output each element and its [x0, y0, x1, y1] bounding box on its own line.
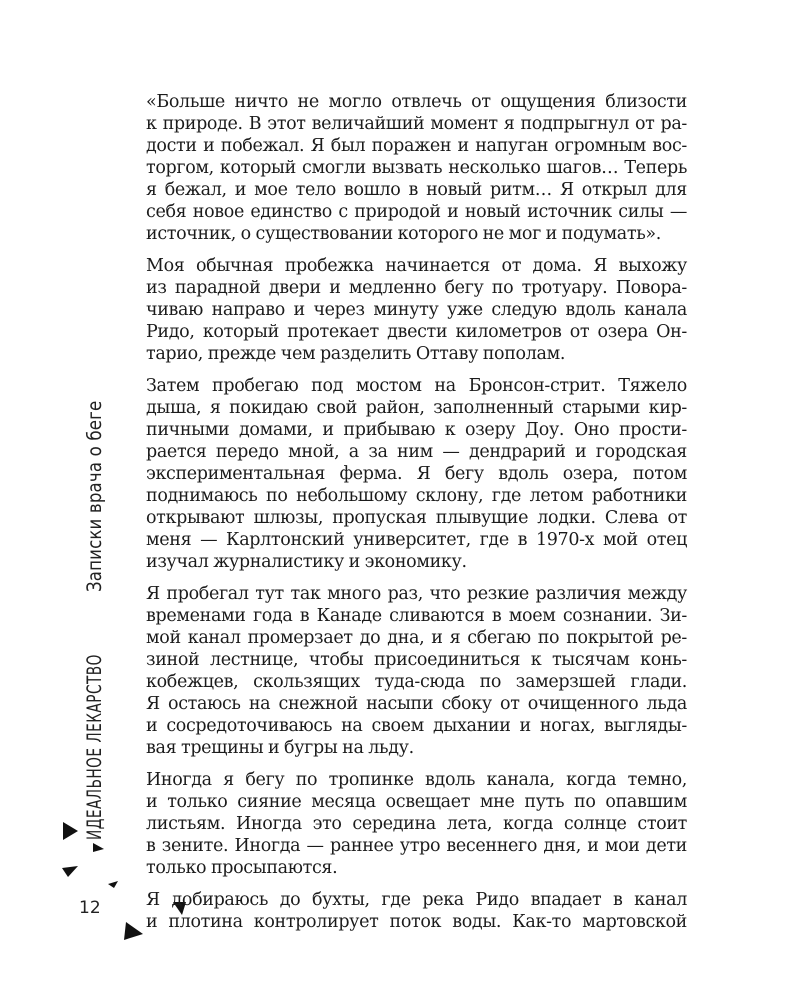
text-line: Затем пробегаю под мостом на Бронсон-стрит. Тяжело — [146, 376, 687, 396]
text-line: дыша, я покидаю свой район, заполненный старыми кир- — [146, 398, 687, 418]
text-line: к природе. В этот величайший момент я подпрыгнул от ра- — [146, 114, 687, 134]
text-line: пичными домами, и прибываю к озеру Доу. Оно прости- — [146, 420, 687, 440]
paragraph — [146, 583, 687, 759]
text-line: я бежал, и мое тело вошло в новый ритм… Я открыл для — [146, 180, 687, 200]
text-line: торгом, который смогли вызвать несколько шагов… Теперь — [146, 158, 687, 178]
text-line: зиной лестнице, чтобы присоединиться к тысячам конь- — [146, 650, 687, 670]
text-line: «Больше ничто не могло отвлечь от ощущения близости — [146, 92, 687, 112]
triangle-shape — [108, 881, 118, 888]
paragraph — [146, 889, 687, 933]
text-line: Моя обычная пробежка начинается от дома. Я выхожу — [146, 256, 687, 276]
text-line: изучал журналистику и экономику. — [146, 552, 467, 572]
text-line: себя новое единство с природой и новый источник силы — — [146, 202, 687, 222]
text-line: открывают шлюзы, пропуская плывущие лодки. Слева от — [146, 508, 687, 528]
text-line: поднимаюсь по небольшому склону, где летом работники — [146, 486, 687, 506]
text-line: только просыпаются. — [146, 858, 338, 878]
text-line: экспериментальная ферма. Я бегу вдоль озера, потом — [146, 464, 687, 484]
page-number: 12 — [79, 898, 101, 918]
text-line: и плотина контролирует поток воды. Как-то мартовской — [146, 912, 687, 932]
running-head-book-title: ИДЕАЛЬНОЕ ЛЕКАРСТВО — [83, 654, 106, 840]
text-line: кобежцев, скользящих туда-сюда по замерзшей глади. — [146, 672, 687, 692]
triangle-shape — [124, 922, 143, 940]
text-line: и только сияние месяца освещает мне путь по опавшим — [146, 792, 687, 812]
triangle-shape — [93, 843, 104, 852]
text-line: источник, о существовании которого не мог и подумать». — [146, 224, 661, 244]
text-line: вая трещины и бугры на льду. — [146, 738, 414, 758]
paragraph — [146, 255, 687, 365]
text-line: листьям. Иногда это середина лета, когда солнце стоит — [146, 814, 687, 834]
text-line: Ридо, который протекает двести километров от озера Он- — [146, 322, 687, 342]
text-line: Я остаюсь на снежной насыпи сбоку от очищенного льда — [146, 694, 687, 714]
text-line: рается передо мной, а за ним — дендрарий и городская — [146, 442, 687, 462]
text-line: временами года в Канаде сливаются в моем сознании. Зи- — [146, 606, 687, 626]
triangle-shape — [62, 866, 78, 877]
text-line: тарио, прежде чем разделить Оттаву пополам. — [146, 344, 566, 364]
text-line: Я пробегал тут так много раз, что резкие различия между — [146, 584, 687, 604]
text-line: меня — Карлтонский университет, где в 1970-х мой отец — [146, 530, 687, 550]
text-line: мой канал промерзает до дна, и я сбегаю по покрытой ре- — [146, 628, 687, 648]
text-line: и сосредоточиваюсь на своем дыхании и ногах, выгляды- — [146, 716, 687, 736]
running-head-chapter-title: Записки врача о беге — [83, 400, 106, 592]
text-line: в зените. Иногда — раннее утро весеннего дня, и мои дети — [146, 836, 687, 856]
paragraph — [146, 91, 687, 245]
triangle-shape — [63, 822, 78, 840]
text-line: из парадной двери и медленно бегу по тротуару. Повора- — [146, 278, 687, 298]
paragraph — [146, 769, 687, 879]
text-line: дости и побежал. Я был поражен и напуган огромным вос- — [146, 136, 687, 156]
body-text — [146, 91, 687, 943]
text-line: чиваю направо и через минуту уже следую вдоль канала — [146, 300, 687, 320]
text-line: Иногда я бегу по тропинке вдоль канала, когда темно, — [146, 770, 687, 790]
paragraph — [146, 375, 687, 573]
text-line: Я добираюсь до бухты, где река Ридо впадает в канал — [146, 890, 687, 910]
